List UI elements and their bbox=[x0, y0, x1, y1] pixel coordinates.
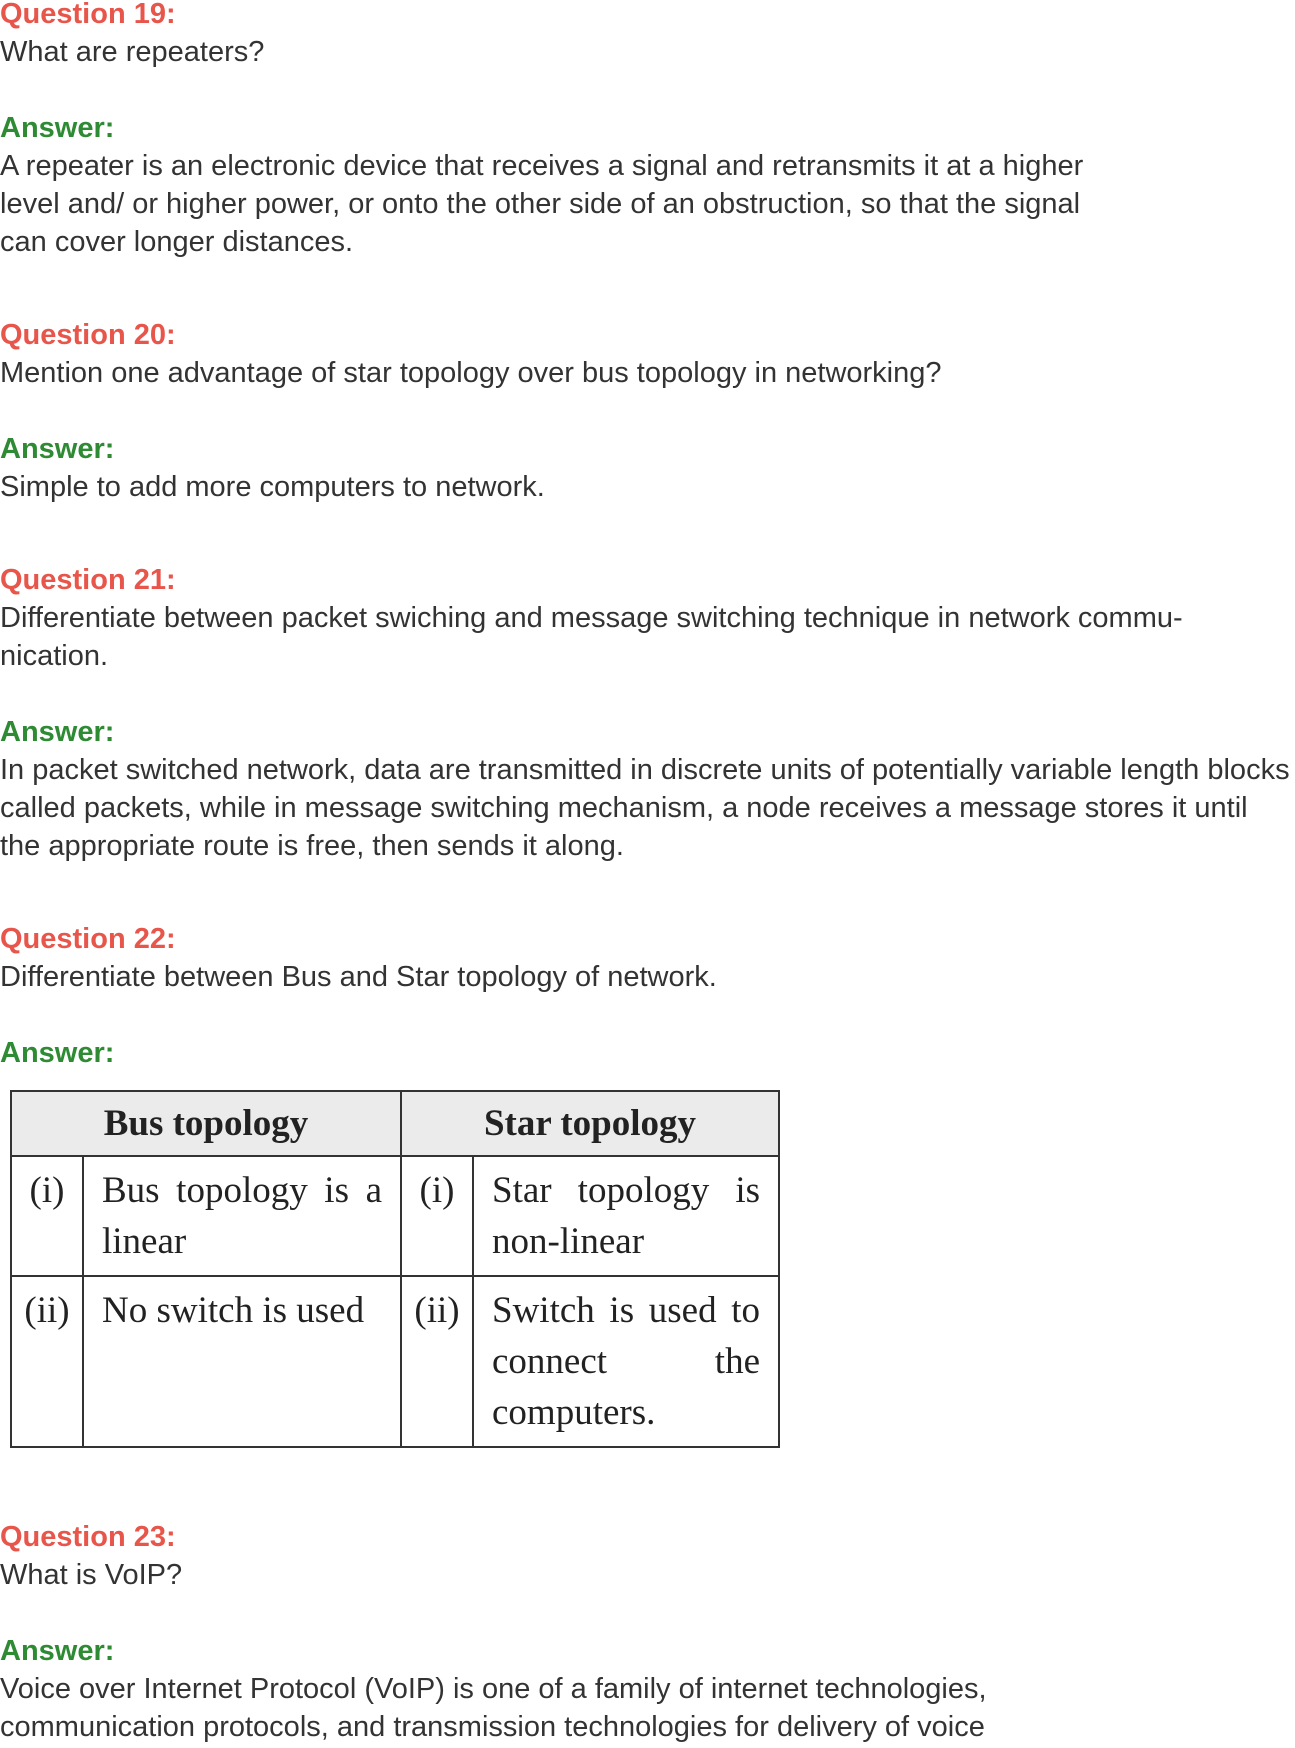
question-23 bbox=[0, 1518, 1295, 1746]
question-heading: Question 21: bbox=[0, 564, 176, 596]
answer-text: Voice over Internet Protocol (VoIP) is one of a family of internet technologies, communication protocols, and transmission technologies for delivery of voice bbox=[0, 1673, 987, 1743]
bus-cell: Bus topology is a linear bbox=[83, 1156, 401, 1276]
answer-heading: Answer: bbox=[0, 433, 115, 465]
table-header-row bbox=[11, 1091, 779, 1156]
question-heading: Question 23: bbox=[0, 1521, 176, 1553]
header-bus-topology: Bus topology bbox=[11, 1091, 401, 1156]
bus-cell: No switch is used bbox=[83, 1276, 401, 1447]
question-22 bbox=[0, 920, 1295, 1448]
topology-comparison-table bbox=[10, 1090, 780, 1448]
answer-heading: Answer: bbox=[0, 112, 115, 144]
star-cell: Star topology is non-linear bbox=[473, 1156, 779, 1276]
answer-heading: Answer: bbox=[0, 1037, 115, 1069]
answer-heading: Answer: bbox=[0, 1635, 115, 1667]
star-cell: Switch is used to connect the computers. bbox=[473, 1276, 779, 1447]
header-star-topology: Star topology bbox=[401, 1091, 779, 1156]
table-row bbox=[11, 1156, 779, 1276]
question-text: Differentiate between packet swiching and message switching technique in network commu-nication. bbox=[0, 602, 1183, 672]
question-19 bbox=[0, 0, 1295, 261]
table-row bbox=[11, 1276, 779, 1447]
question-heading: Question 19: bbox=[0, 0, 176, 30]
question-20 bbox=[0, 316, 1295, 506]
question-text: What is VoIP? bbox=[0, 1559, 183, 1591]
question-text: Differentiate between Bus and Star topology of network. bbox=[0, 961, 717, 993]
row-number: (ii) bbox=[401, 1276, 473, 1447]
question-text: Mention one advantage of star topology over bus topology in networking? bbox=[0, 357, 942, 389]
row-number: (ii) bbox=[11, 1276, 83, 1447]
question-heading: Question 20: bbox=[0, 319, 176, 351]
answer-text: Simple to add more computers to network. bbox=[0, 471, 545, 503]
answer-text: In packet switched network, data are transmitted in discrete units of potentially variable length blocks called packets, while in message switching mechanism, a node receives a message stores it until the appropriate route is free, then sends it along. bbox=[0, 754, 1290, 862]
row-number: (i) bbox=[11, 1156, 83, 1276]
answer-text: A repeater is an electronic device that receives a signal and retransmits it at a higher level and/ or higher power, or onto the other side of an obstruction, so that the signal can cover longer distances. bbox=[0, 150, 1084, 258]
question-heading: Question 22: bbox=[0, 923, 176, 955]
answer-heading: Answer: bbox=[0, 716, 115, 748]
question-text: What are repeaters? bbox=[0, 36, 265, 68]
question-21 bbox=[0, 561, 1295, 865]
row-number: (i) bbox=[401, 1156, 473, 1276]
